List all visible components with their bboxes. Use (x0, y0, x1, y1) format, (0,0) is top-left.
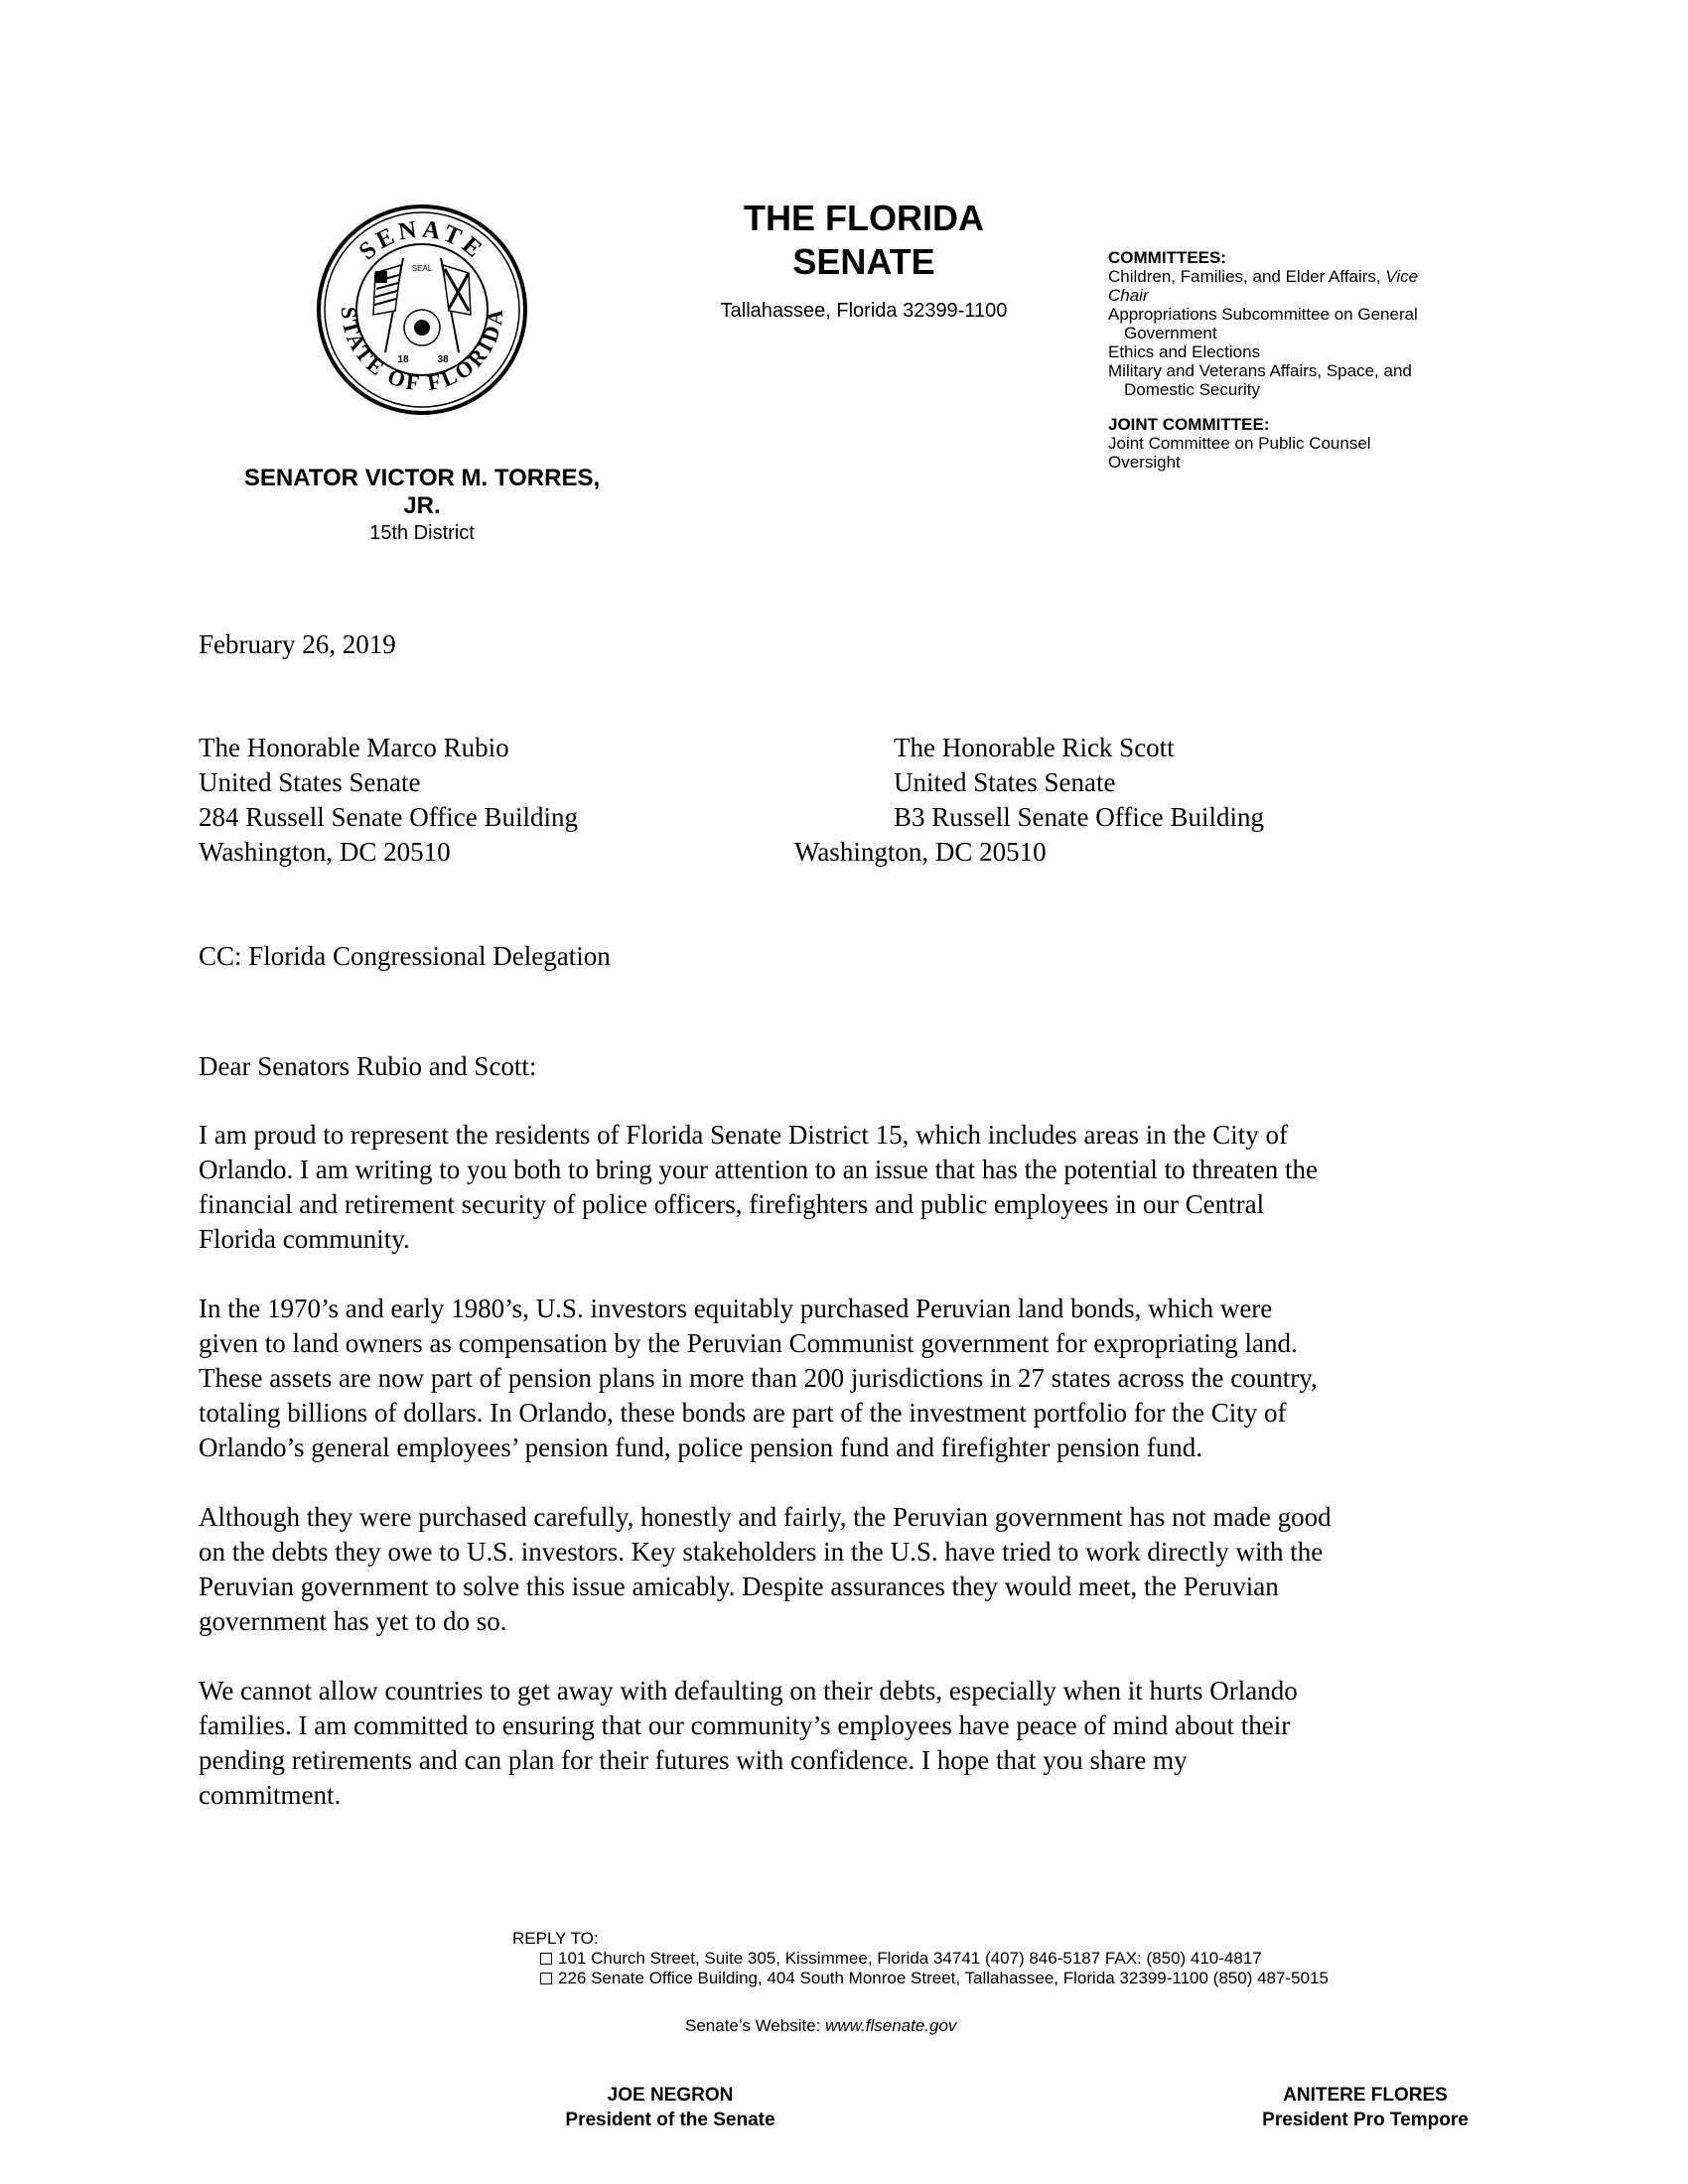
cc-line: CC: Florida Congressional Delegation (199, 941, 611, 971)
committee-role: Vice (1385, 267, 1419, 286)
recipient-scott: The Honorable Rick Scott United States Senate B3 Russell Senate Office Building (894, 733, 1264, 832)
senate-address: Tallahassee, Florida 32399-1100 (720, 300, 1008, 322)
committee-item-continued: Government (1124, 324, 1217, 342)
seal-small-text: SEAL (411, 264, 433, 273)
committee-item-continued: Domestic Security (1124, 380, 1260, 399)
pro-tempore-title: President Pro Tempore (1262, 2110, 1469, 2130)
flag-icon (441, 258, 471, 352)
president-name: JOE NEGRON (607, 2085, 734, 2106)
joint-committee-heading: JOINT COMMITTEE: (1108, 415, 1270, 434)
reply-to-block (512, 1929, 1505, 1988)
seal-bottom-text: STATE OF FLORIDA (336, 305, 508, 396)
seal-year-left: 18 (397, 354, 409, 365)
paragraph-2: In the 1970’s and early 1980’s, U.S. investors equitably purchased Peruvian land bonds, which were given to land owners as compensation by the Peruvian Communist government for expropriating land. These assets are now part of pension plans in more than 200 jurisdictions in 27 states across the country, totaling billions of dollars. In Orlando, these bonds are part of the investment portfolio for the City of Orlando’s general employees’ pension fund, police pension fund and firefighter pension fund. (199, 1294, 1318, 1462)
checkbox-icon (540, 1973, 552, 1984)
committee-item: Appropriations Subcommittee on General (1108, 305, 1418, 324)
committee-item: Children, Families, and Elder Affairs, Vice (1108, 267, 1419, 286)
website-label: Senate’s Website: (685, 2016, 826, 2035)
flag-icon (373, 258, 403, 352)
website-link[interactable]: www.flsenate.gov (825, 2016, 957, 2035)
svg-text:STATE OF FLORIDA (337, 306, 508, 396)
committees-list (1108, 248, 1485, 472)
pro-tempore-name: ANITERE FLORES (1283, 2085, 1448, 2106)
paragraph-1: I am proud to represent the residents of Florida Senate District 15, which includes areas in the City of Orlando. I am writing to you both to bring your attention to an issue that has the potential to threaten the financial and retirement security of police officers, firefighters and public employees in our Central Florida community. (199, 1120, 1319, 1254)
senate-president (516, 2083, 824, 2132)
senator-block (179, 465, 665, 546)
joint-committee-item: Joint Committee on Public Counsel (1108, 434, 1371, 453)
svg-text:SENATE (354, 215, 491, 265)
senator-name-line-2: JR. (403, 492, 441, 519)
president-title: President of the Senate (565, 2110, 775, 2130)
senator-name-line-1: SENATOR VICTOR M. TORRES, (243, 465, 601, 491)
committee-role-continued: Chair (1108, 286, 1149, 305)
committee-item: Military and Veterans Affairs, Space, and (1108, 361, 1412, 380)
joint-committee-item-continued: Oversight (1108, 453, 1181, 472)
checkbox-icon (540, 1953, 552, 1965)
reply-to-label: REPLY TO: (512, 1929, 599, 1948)
senator-district: 15th District (369, 522, 475, 544)
page-title (645, 197, 1082, 284)
paragraph-4: We cannot allow countries to get away with defaulting on their debts, especially when it hurts Orlando families. I am committed to ensuring that our community’s employees have peace of mind about their pending retirements and can plan for their futures with confidence. I hope that you share my commitment. (199, 1676, 1298, 1810)
committees-heading: COMMITTEES: (1108, 248, 1226, 267)
seal-top-text: SENATE (353, 215, 491, 266)
paragraph-3: Although they were purchased carefully, honestly and fairly, the Peruvian government has not made good on the debts they owe to U.S. investors. Key stakeholders in the U.S. have tried to work directly with the Peruvian government to solve this issue amicably. Despite assurances they would meet, the Peruvian government has yet to do so. (199, 1502, 1332, 1636)
title-line-1: THE FLORIDA (744, 198, 984, 238)
president-pro-tempore (1211, 2083, 1519, 2132)
committee-item: Ethics and Elections (1108, 342, 1261, 361)
reply-address-kissimmee: 101 Church Street, Suite 305, Kissimmee, Florida 34741 (407) 846-5187 FAX: (850) 410-4817 (512, 1949, 1505, 1969)
title-line-2: SENATE (792, 241, 935, 282)
recipient-scott-city: Washington, DC 20510 (794, 837, 1047, 867)
letter-date: February 26, 2019 (199, 629, 396, 659)
reply-address-tallahassee: 226 Senate Office Building, 404 South Monroe Street, Tallahassee, Florida 32399-1100 (850) 487-5015 (512, 1969, 1505, 1988)
senate-website (685, 2016, 956, 2036)
recipient-rubio: The Honorable Marco Rubio United States Senate 284 Russell Senate Office Building Washington, DC 20510 (199, 733, 578, 867)
salutation: Dear Senators Rubio and Scott: (199, 1051, 537, 1081)
seal-year-right: 38 (437, 354, 449, 365)
florida-senate-seal (316, 204, 528, 416)
